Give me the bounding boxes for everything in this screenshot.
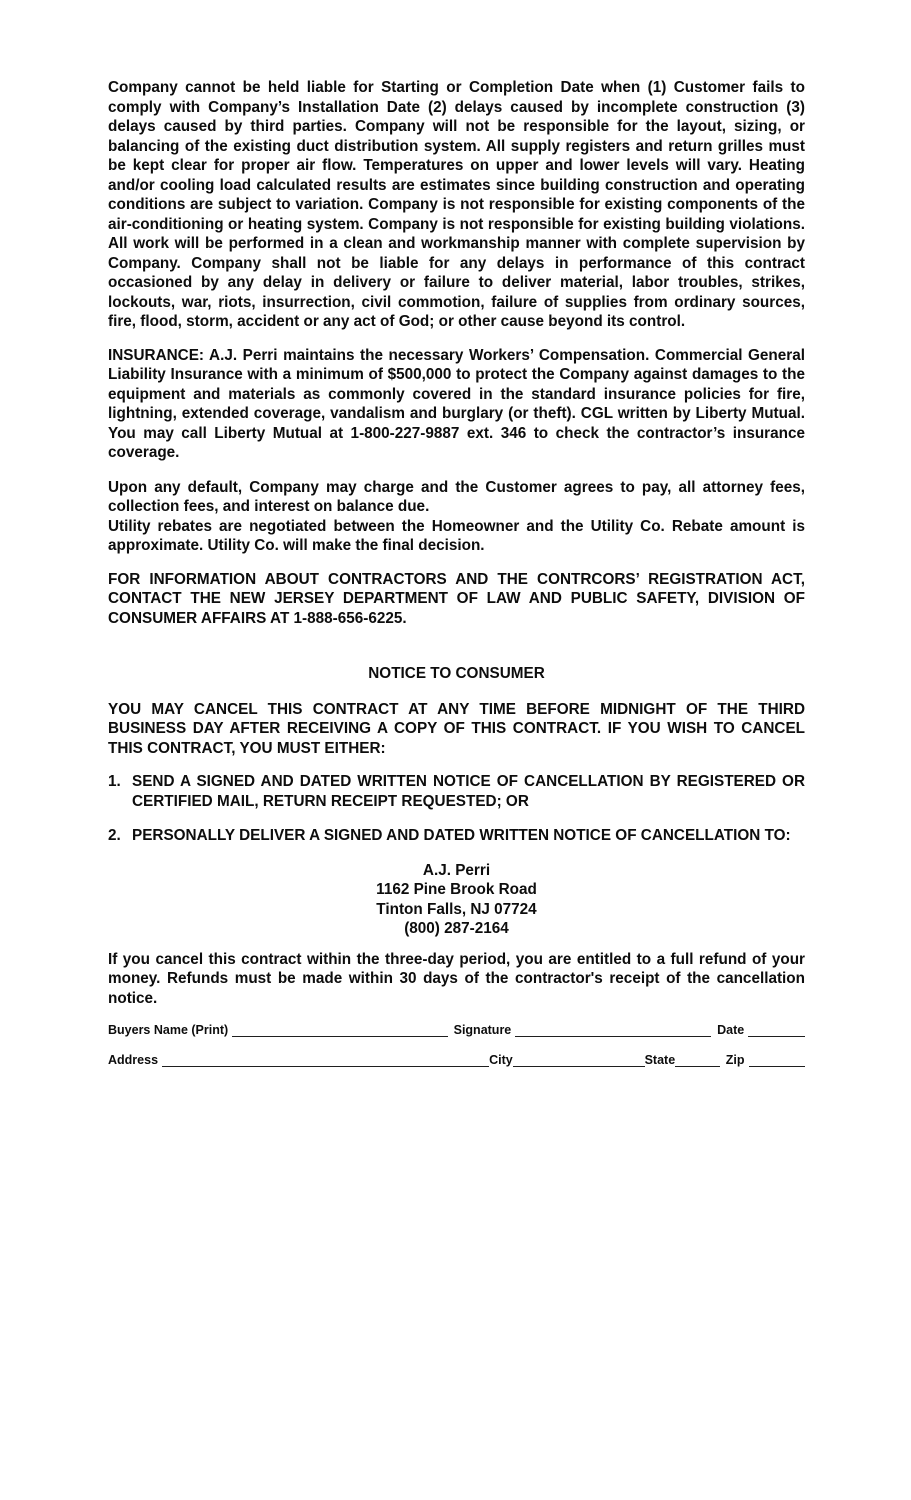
state-field-line bbox=[675, 1053, 720, 1067]
signature-label: Signature bbox=[453, 1023, 512, 1037]
signature-row-1 bbox=[108, 1022, 805, 1038]
cancellation-option-1 bbox=[108, 772, 805, 811]
signature-row-2 bbox=[108, 1052, 805, 1068]
buyers-name-label: Buyers Name (Print) bbox=[108, 1023, 229, 1037]
list-item-text: PERSONALLY DELIVER A SIGNED AND DATED WRITTEN NOTICE OF CANCELLATION TO: bbox=[132, 827, 791, 844]
signature-field-line bbox=[515, 1023, 711, 1037]
date-field-line bbox=[748, 1023, 805, 1037]
company-address-block bbox=[108, 861, 805, 939]
address-label: Address bbox=[108, 1053, 159, 1067]
cancellation-option-2 bbox=[108, 826, 805, 846]
document-content bbox=[108, 78, 805, 1068]
paragraph-registration-act: FOR INFORMATION ABOUT CONTRACTORS AND THE CONTRCORS’ REGISTRATION ACT, CONTACT THE NEW JERSEY DEPARTMENT OF LAW AND PUBLIC SAFETY, DIVISION OF CONSUMER AFFAIRS AT 1-888-656-6225. bbox=[108, 570, 805, 627]
list-item-text: SEND A SIGNED AND DATED WRITTEN NOTICE OF CANCELLATION BY REGISTERED OR CERTIFIED MAIL, RETURN RECEIPT REQUESTED; OR bbox=[132, 773, 805, 810]
list-number: 2. bbox=[108, 827, 121, 844]
paragraph-refund: If you cancel this contract within the three-day period, you are entitled to a full refund of your money. Refunds must be made within 30 days of the contractor's receipt of the cancellation notice. bbox=[108, 950, 805, 1007]
paragraph-default-fees: Upon any default, Company may charge and the Customer agrees to pay, all attorney fees, collection fees, and interest on balance due. bbox=[108, 478, 805, 515]
company-city-state-zip: Tinton Falls, NJ 07724 bbox=[376, 900, 537, 918]
city-field-line bbox=[513, 1053, 645, 1067]
company-name: A.J. Perri bbox=[422, 861, 491, 879]
paragraph-utility-rebates: Utility rebates are negotiated between the Homeowner and the Utility Co. Rebate amount is approximate. Utility Co. will make the final decision. bbox=[108, 517, 805, 554]
buyers-name-field-line bbox=[232, 1023, 447, 1037]
company-street: 1162 Pine Brook Road bbox=[376, 881, 537, 898]
cancellation-intro: YOU MAY CANCEL THIS CONTRACT AT ANY TIME BEFORE MIDNIGHT OF THE THIRD BUSINESS DAY AFTER RECEIVING A COPY OF THIS CONTRACT. IF YOU WISH TO CANCEL THIS CONTRACT, YOU MUST EITHER: bbox=[108, 700, 805, 757]
paragraph-liability: Company cannot be held liable for Starting or Completion Date when (1) Customer fails to comply with Company’s Installation Date (2) delays caused by incomplete construction (3) delays caused by third parties. Company will not be responsible for the layout, sizing, or balancing of the existing duct distribution system. All supply registers and return grilles must be kept clear for proper air flow. Temperatures on upper and lower levels will vary. Heating and/or cooling load calculated results are estimates since building construction and operating conditions are subject to variation. Company is not responsible for existing components of the air-conditioning or heating system. Company is not responsible for existing building violations. All work will be performed in a clean and workmanship manner with complete supervision by Company. Company shall not be liable for any delays in performance of this contract occasioned by any delay in delivery or failure to deliver material, labor troubles, strikes, lockouts, war, riots, insurrection, civil commotion, failure of supplies from ordinary sources, fire, flood, storm, accident or any act of God; or other cause beyond its control. bbox=[108, 79, 805, 330]
state-label: State bbox=[644, 1053, 676, 1067]
address-field-line bbox=[162, 1053, 489, 1067]
list-number: 1. bbox=[108, 773, 121, 790]
paragraph-insurance: INSURANCE: A.J. Perri maintains the necessary Workers’ Compensation. Commercial General Liability Insurance with a minimum of $500,000 to protect the Company against damages to the equipment and materials as commonly covered in the standard insurance policies for fire, lightning, extended coverage, vandalism and burglary (or theft). CGL written by Liberty Mutual. You may call Liberty Mutual at 1-800-227-9887 ext. 346 to check the contractor’s insurance coverage. bbox=[108, 346, 805, 461]
date-label: Date bbox=[717, 1023, 745, 1037]
zip-field-line bbox=[749, 1053, 806, 1067]
company-phone: (800) 287-2164 bbox=[404, 920, 509, 937]
notice-to-consumer-heading: NOTICE TO CONSUMER bbox=[368, 665, 545, 682]
city-label: City bbox=[489, 1053, 513, 1067]
zip-label: Zip bbox=[725, 1053, 745, 1067]
